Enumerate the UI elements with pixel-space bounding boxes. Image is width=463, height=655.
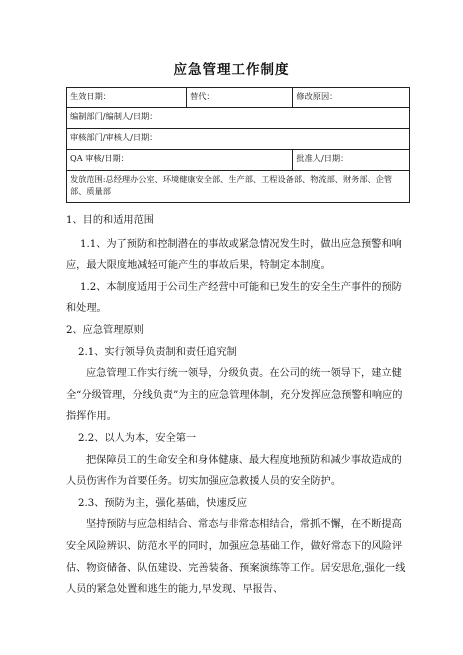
distribution-cell: 发放范围:总经理办公室、环境健康安全部、生产部、工程设备部、物流部、财务部、企管部、质量部 xyxy=(67,171,410,203)
document-control-table xyxy=(66,87,410,203)
document-title: 应急管理工作制度 xyxy=(173,62,290,78)
approved-by-cell: 批准人/日期： xyxy=(293,150,410,171)
revision-reason-cell: 修改原因： xyxy=(293,88,410,108)
section-2-heading: 2、应急管理原则 xyxy=(66,324,144,336)
section-2-3-text: 坚持预防与应急相结合、常态与非常态相结合，常抓不懈，在不断提高安全风险辨识、防范水平的同时，加强应急基础工作，做好常态下的风险评估、物资储备、队伍建设、完善装备、预案演练等工作。居安思危,强化一线人员的紧急处置和逃生的能力,早发现、早报告、 xyxy=(66,519,406,596)
replaces-cell: 替代： xyxy=(187,88,293,108)
section-2-1-text: 应急管理工作实行统一领导，分级负责。在公司的统一领导下，建立健全“分级管理，分线负责”为主的应急管理体制，充分发挥应急预警和响应的指挥作用。 xyxy=(66,368,403,423)
section-2-3-heading: 2.3、预防为主，强化基础，快速反应 xyxy=(78,497,248,509)
effective-date-cell: 生效日期： xyxy=(67,88,187,108)
section-2-1-heading: 2.1、实行领导负责制和责任追究制 xyxy=(78,346,237,358)
section-1-1-text: 1.1、为了预防和控制潜在的事故或紧急情况发生时，做出应急预警和响应，最大限度地减轻可能产生的事故后果，特制定本制度。 xyxy=(66,238,402,272)
reviewed-by-cell: 审核部门/审核人/日期： xyxy=(67,129,410,150)
section-1-heading: 1、目的和适用范围 xyxy=(66,215,154,226)
section-1-2-text: 1.2、本制度适用于公司生产经营中可能和已发生的安全生产事件的预防和处理。 xyxy=(66,281,402,315)
document-body xyxy=(66,210,410,601)
section-2-2-heading: 2.2、以人为本，安全第一 xyxy=(78,432,197,444)
qa-review-cell: QA 审核/日期： xyxy=(67,150,293,171)
section-2-2-text: 把保障员工的生命安全和身体健康、最大程度地预防和减少事故造成的人员伤害作为首要任务。切实加强应急救援人员的安全防护。 xyxy=(66,454,402,488)
prepared-by-cell: 编制部门/编制人/日期： xyxy=(67,108,410,129)
